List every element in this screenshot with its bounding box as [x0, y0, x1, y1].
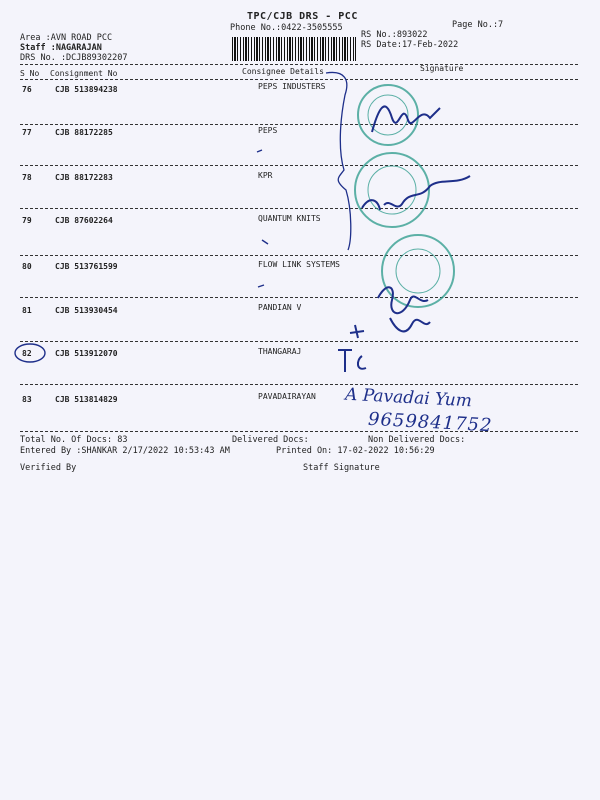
column-divider	[20, 79, 578, 80]
row-divider	[20, 165, 578, 166]
staff-label: Staff :NAGARAJAN	[20, 43, 102, 53]
row-divider	[20, 255, 578, 256]
row-divider	[20, 208, 578, 209]
row-divider	[20, 341, 578, 342]
table-row	[0, 303, 600, 320]
row-consignee: QUANTUM KNITS	[258, 214, 321, 223]
row-sno: 82	[22, 349, 32, 358]
row-sno: 78	[22, 173, 32, 182]
row-consignee: FLOW LINK SYSTEMS	[258, 260, 340, 269]
row-divider	[20, 431, 578, 432]
row-sno: 77	[22, 128, 32, 137]
row-consignee: KPR	[258, 171, 273, 180]
row-consignment: CJB 513912070	[55, 349, 118, 358]
staff-signature: Staff Signature	[303, 463, 380, 473]
rs-date: RS Date:17-Feb-2022	[361, 40, 459, 50]
phone-number: Phone No.:0422-3505555	[230, 23, 343, 33]
column-signature: Signature	[420, 64, 464, 73]
column-sno: S No	[20, 69, 40, 78]
row-consignment: CJB 88172285	[55, 128, 113, 137]
table-row	[0, 392, 600, 409]
check-mark	[257, 150, 262, 152]
row-consignment: CJB 513930454	[55, 306, 118, 315]
row-sno: 81	[22, 306, 32, 315]
table-row	[0, 82, 600, 99]
header-divider	[20, 64, 578, 65]
delivered-docs: Delivered Docs:	[232, 435, 309, 445]
row-consignment: CJB 513894238	[55, 85, 118, 94]
row-sno: 76	[22, 85, 32, 94]
row-consignee: THANGARAJ	[258, 347, 302, 356]
column-consignment: Consignment No	[50, 69, 118, 78]
page-number: Page No.:7	[452, 20, 504, 30]
row-sno: 79	[22, 216, 32, 225]
total-docs: Total No. Of Docs: 83	[20, 435, 128, 445]
row-consignment: CJB 513761599	[55, 262, 118, 271]
row-sno: 80	[22, 262, 32, 271]
row-consignee: PANDIAN V	[258, 303, 302, 312]
row-consignment: CJB 87602264	[55, 216, 113, 225]
table-row	[0, 128, 600, 142]
document-title: TPC/CJB DRS - PCC	[247, 11, 358, 22]
table-row	[0, 173, 600, 187]
row-consignment: CJB 513814829	[55, 395, 118, 404]
row-consignment: CJB 88172283	[55, 173, 113, 182]
barcode	[232, 37, 356, 61]
entered-by: Entered By :SHANKAR 2/17/2022 10:53:43 AM	[20, 446, 230, 456]
row-divider	[20, 384, 578, 385]
rs-number: RS No.:893022	[361, 30, 428, 40]
signature-scribble-4	[350, 318, 430, 338]
handwritten-name: A Pavadai Yum	[344, 384, 473, 412]
row-divider	[20, 297, 578, 298]
column-consignee: Consignee Details	[242, 67, 324, 76]
table-row	[0, 262, 600, 276]
row-consignee: PEPS	[258, 126, 278, 135]
row-consignee: PEPS INDUSTERS	[258, 82, 326, 91]
row-sno: 83	[22, 395, 32, 404]
printed-on: Printed On: 17-02-2022 10:56:29	[276, 446, 435, 456]
row-divider	[20, 124, 578, 125]
drs-number: DRS No. :DCJB89302207	[20, 53, 128, 63]
check-mark	[262, 240, 268, 244]
non-delivered-docs: Non Delivered Docs:	[368, 435, 466, 445]
row-consignee: PAVADAIRAYAN	[258, 392, 316, 401]
area-label: Area :AVN ROAD PCC	[20, 33, 113, 43]
handwritten-phone: 9659841752	[367, 408, 493, 437]
check-mark	[258, 285, 264, 287]
table-row	[0, 216, 600, 230]
table-row	[0, 349, 600, 363]
verified-by: Verified By	[20, 463, 77, 473]
